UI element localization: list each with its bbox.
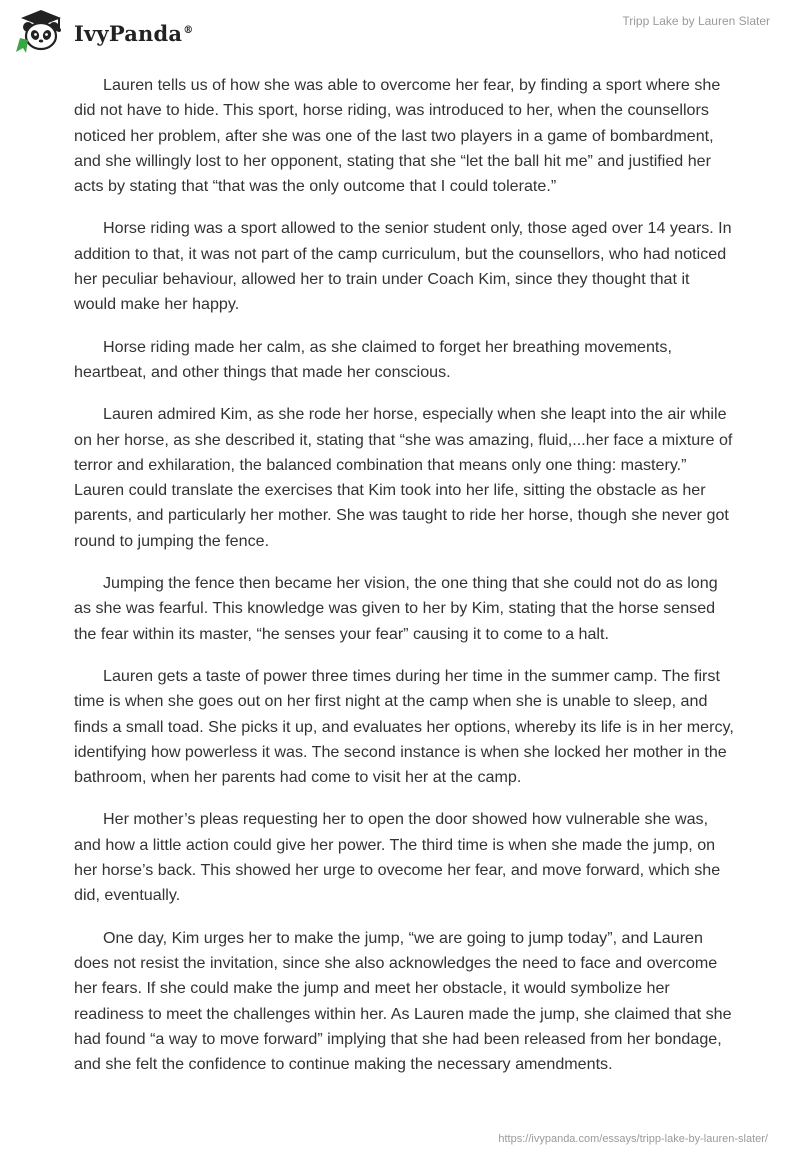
paragraph: Her mother’s pleas requesting her to open the door showed how vulnerable she was, and how a little action could give her power. The third time is when she made the jump, on her horse’s back. This showed her urge to ovecome her fear, and move forward, which she did, eventually. xyxy=(74,810,721,905)
paragraph: Lauren admired Kim, as she rode her horse, especially when she leapt into the air while on her horse, as she described it, stating that “she was amazing, fluid,...her face a mixture of terror and exhilaration, the balanced combination that means only one thing: mastery.” Lauren could translate the exercises that Kim took into her life, sitting the obstacle as her parents, and particularly her mother. She was taught to ride her horse, though she never got round to jumping the fence. xyxy=(74,405,733,550)
document-title: Tripp Lake by Lauren Slater xyxy=(622,14,770,28)
paragraph: Jumping the fence then became her vision, the one thing that she could not do as long as she was fearful. This knowledge was given to her by Kim, stating that the horse sensed the fear within its master, “he senses your fear” causing it to come to a halt. xyxy=(74,574,718,643)
essay-body xyxy=(74,73,734,1094)
source-url-link[interactable]: https://ivypanda.com/essays/tripp-lake-by-lauren-slater/ xyxy=(498,1133,768,1145)
ivypanda-logo[interactable] xyxy=(14,8,193,54)
paragraph: Horse riding made her calm, as she claimed to forget her breathing movements, heartbeat, and other things that made her conscious. xyxy=(74,337,672,381)
page-header xyxy=(0,0,800,60)
paragraph: Lauren gets a taste of power three times during her time in the summer camp. The first time is when she goes out on her first night at the camp when she is unable to sleep, and finds a small toad. She picks it up, and evaluates her options, whereby its life is in her mercy, identifying how powerless it was. The second instance is when she locked her mother in the bathroom, when her parents had come to visit her at the camp. xyxy=(74,666,734,787)
paragraph: Horse riding was a sport allowed to the senior student only, those aged over 14 years. In addition to that, it was not part of the camp curriculum, but the counsellors, who had noticed her peculiar behaviour, allowed her to train under Coach Kim, since they thought that it would make her happy. xyxy=(74,219,732,314)
paragraph: Lauren tells us of how she was able to overcome her fear, by finding a sport where she did not have to hide. This sport, horse riding, was introduced to her, when the counsellors noticed her problem, after she was one of the last two players in a game of bombardment, and she willingly lost to her opponent, stating that she “let the ball hit me” and justified her acts by stating that “that was the only outcome that I could tolerate.” xyxy=(74,76,721,196)
logo-wordmark: IvyPanda® xyxy=(74,20,194,46)
paragraph: One day, Kim urges her to make the jump, “we are going to jump today”, and Lauren does not resist the invitation, since she also acknowledges the need to face and overcome her fears. If she could make the jump and meet her obstacle, it would symbolize her readiness to meet the challenges within her. As Lauren made the jump, she claimed that she had found “a way to move forward” implying that she had been released from her bondage, and she felt the confidence to continue making the necessary amendments. xyxy=(74,928,732,1074)
panda-graduation-cap-icon xyxy=(14,8,68,54)
